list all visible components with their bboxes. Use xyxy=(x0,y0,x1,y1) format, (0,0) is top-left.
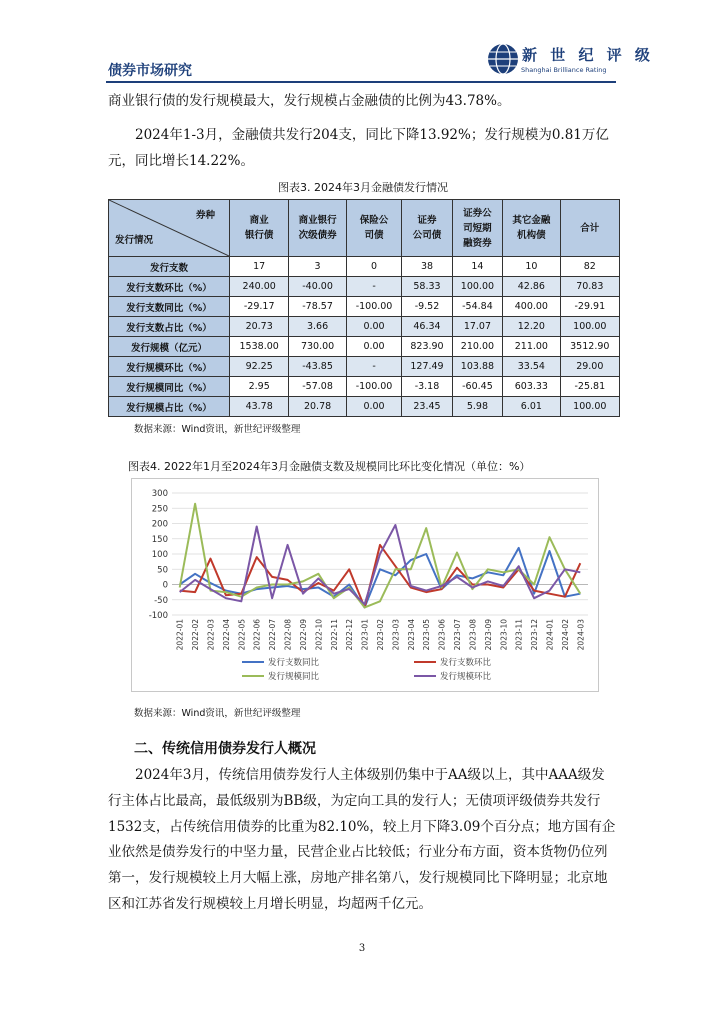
x-tick-label: 2023-09 xyxy=(483,619,493,651)
table-cell: -9.52 xyxy=(402,297,452,317)
column-header: 保险公 司债 xyxy=(346,200,401,257)
table-cell: 92.25 xyxy=(230,357,289,377)
x-tick-label: 2022-09 xyxy=(298,619,308,651)
table-cell: 43.78 xyxy=(230,397,289,417)
table-cell: -40.00 xyxy=(289,277,346,297)
column-header: 证券公 司短期 融资券 xyxy=(452,200,502,257)
table-cell: 100.00 xyxy=(560,317,619,337)
row-label: 发行支数环比（%） xyxy=(109,277,230,297)
x-tick-label: 2022-06 xyxy=(252,619,262,651)
table-cell: - xyxy=(346,277,401,297)
column-header: 商业银行 次级债券 xyxy=(289,200,346,257)
table-cell: 20.78 xyxy=(289,397,346,417)
x-tick-label: 2023-01 xyxy=(360,619,370,651)
table-cell: 23.45 xyxy=(402,397,452,417)
logo-text-cn: 新 世 纪 评 级 xyxy=(522,46,654,64)
header-title: 债券市场研究 xyxy=(108,63,192,79)
table-cell: 211.00 xyxy=(503,337,560,357)
table-row xyxy=(109,297,620,317)
table-cell: 3 xyxy=(289,257,346,277)
section-title: 二、传统信用债券发行人概况 xyxy=(134,741,316,757)
x-tick-label: 2023-10 xyxy=(499,619,509,651)
column-header: 其它金融 机构债 xyxy=(503,200,560,257)
x-tick-label: 2022-01 xyxy=(175,619,185,651)
row-label: 发行支数同比（%） xyxy=(109,297,230,317)
x-tick-label: 2024-03 xyxy=(576,619,586,651)
table-cell: -25.81 xyxy=(560,377,619,397)
row-label: 发行支数占比（%） xyxy=(109,317,230,337)
y-tick-label: 150 xyxy=(151,534,168,545)
table-caption: 图表3. 2024年3月金融债发行情况 xyxy=(278,181,448,194)
table-cell: -29.91 xyxy=(560,297,619,317)
table-source: 数据来源：Wind资讯，新世纪评级整理 xyxy=(134,424,301,435)
table-cell: -57.08 xyxy=(289,377,346,397)
table-cell: 240.00 xyxy=(230,277,289,297)
table-cell: -100.00 xyxy=(346,377,401,397)
y-tick-label: 50 xyxy=(157,565,168,576)
issuance-table xyxy=(108,199,620,417)
table-cell: 3.66 xyxy=(289,317,346,337)
header-divider xyxy=(106,81,616,83)
row-label: 发行规模环比（%） xyxy=(109,357,230,377)
paragraph-1: 商业银行债的发行规模最大，发行规模占金融债的比例为43.78%。 xyxy=(108,93,511,109)
table-row xyxy=(109,337,620,357)
x-tick-label: 2023-05 xyxy=(422,619,432,651)
paragraph-2: 2024年1-3月，金融债共发行204支，同比下降13.92%；发行规模为0.81万亿元，同比增长14.22%。 xyxy=(108,127,609,169)
table-cell: 20.73 xyxy=(230,317,289,337)
x-tick-label: 2022-03 xyxy=(206,619,216,651)
table-row xyxy=(109,277,620,297)
table-cell: 5.98 xyxy=(452,397,502,417)
table-cell: -3.18 xyxy=(402,377,452,397)
x-tick-label: 2022-05 xyxy=(237,619,247,651)
row-label: 发行支数 xyxy=(109,257,230,277)
x-tick-label: 2023-07 xyxy=(453,619,463,651)
table-cell: -43.85 xyxy=(289,357,346,377)
column-header: 商业 银行债 xyxy=(230,200,289,257)
table-cell: 12.20 xyxy=(503,317,560,337)
x-tick-label: 2024-02 xyxy=(560,619,570,651)
table-row xyxy=(109,257,620,277)
table-cell: 42.86 xyxy=(503,277,560,297)
x-tick-label: 2022-12 xyxy=(345,619,355,651)
y-tick-label: 100 xyxy=(151,550,168,560)
table-cell: -100.00 xyxy=(346,297,401,317)
table-cell: 17.07 xyxy=(452,317,502,337)
x-tick-label: 2023-06 xyxy=(437,619,447,651)
table-cell: 17 xyxy=(230,257,289,277)
table-cell: 6.01 xyxy=(503,397,560,417)
row-label: 发行规模同比（%） xyxy=(109,377,230,397)
corner-bottom-label: 发行情况 xyxy=(115,235,154,246)
legend-label: 发行支数环比 xyxy=(440,658,492,668)
x-tick-label: 2023-02 xyxy=(376,619,385,651)
table-cell: 38 xyxy=(402,257,452,277)
table-cell: 100.00 xyxy=(452,277,502,297)
y-tick-label: 0 xyxy=(162,580,168,591)
chart-container xyxy=(131,478,599,692)
table-cell: 0 xyxy=(346,257,401,277)
table-row xyxy=(109,397,620,417)
table-cell: 0.00 xyxy=(346,317,401,337)
table-cell: 100.00 xyxy=(560,397,619,417)
x-tick-label: 2024-01 xyxy=(545,619,555,651)
column-header: 证券 公司债 xyxy=(402,200,452,257)
table-corner-cell xyxy=(109,200,230,257)
x-tick-label: 2023-03 xyxy=(391,619,401,651)
legend-label: 发行规模同比 xyxy=(268,672,320,682)
row-label: 发行规模占比（%） xyxy=(109,397,230,417)
table-cell: 3512.90 xyxy=(560,337,619,357)
x-tick-label: 2022-10 xyxy=(314,619,324,651)
table-cell: 2.95 xyxy=(230,377,289,397)
table-cell: 0.00 xyxy=(346,397,401,417)
table-cell: 400.00 xyxy=(503,297,560,317)
chart-source: 数据来源：Wind资讯，新世纪评级整理 xyxy=(134,708,301,719)
table-cell: 46.34 xyxy=(402,317,452,337)
table-cell: 127.49 xyxy=(402,357,452,377)
y-tick-label: 200 xyxy=(151,519,168,530)
x-tick-label: 2022-11 xyxy=(329,619,339,651)
table-row xyxy=(109,317,620,337)
corner-top-label: 券种 xyxy=(195,210,215,221)
table-row xyxy=(109,357,620,377)
globe-logo-icon xyxy=(486,42,520,76)
x-tick-label: 2022-04 xyxy=(221,619,231,651)
table-cell: 14 xyxy=(452,257,502,277)
x-tick-label: 2023-11 xyxy=(514,619,524,651)
y-tick-label: -50 xyxy=(154,595,168,606)
table-cell: -29.17 xyxy=(230,297,289,317)
table-cell: 33.54 xyxy=(503,357,560,377)
table-cell: 70.83 xyxy=(560,277,619,297)
line-chart xyxy=(132,479,598,691)
table-row xyxy=(109,377,620,397)
table-cell: 82 xyxy=(560,257,619,277)
x-tick-label: 2022-02 xyxy=(191,619,201,651)
table-cell: -60.45 xyxy=(452,377,502,397)
table-cell: -54.84 xyxy=(452,297,502,317)
table-cell: -78.57 xyxy=(289,297,346,317)
y-tick-label: 250 xyxy=(151,504,168,515)
table-cell: 603.33 xyxy=(503,377,560,397)
table-cell: 1538.00 xyxy=(230,337,289,357)
x-tick-label: 2022-08 xyxy=(283,619,293,651)
row-label: 发行规模（亿元） xyxy=(109,337,230,357)
page-number: 3 xyxy=(358,943,366,954)
table-cell: 29.00 xyxy=(560,357,619,377)
logo-text-en: Shanghai Brilliance Rating xyxy=(521,66,607,74)
x-tick-label: 2023-04 xyxy=(406,619,416,651)
paragraph-3: 2024年3月，传统信用债券发行人主体级别仍集中于AA级以上，其中AAA级发行主体占比最高，最低级别为BB级，为定向工具的发行人；无债项评级债券共发行1532支，占传统信用债券的比重为82.10%，较上月下降3.09个百分点；地方国有企业依然是债券发行的中坚力量，民营企业占比较低；行业分布方面，资本货物仍位列第一，发行规模较上月大幅上涨，房地产排名第八，发行规模同比下降明显；北京地区和江苏省发行规模较上月增长明显，均超两千亿元。 xyxy=(108,767,616,912)
x-tick-label: 2022-07 xyxy=(268,619,278,651)
table-cell: 823.90 xyxy=(402,337,452,357)
table-cell: 10 xyxy=(503,257,560,277)
x-tick-label: 2023-12 xyxy=(530,619,540,651)
x-tick-label: 2023-08 xyxy=(468,619,478,651)
table-cell: 58.33 xyxy=(402,277,452,297)
table-cell: 730.00 xyxy=(289,337,346,357)
legend-label: 发行支数同比 xyxy=(268,658,320,668)
table-cell: 210.00 xyxy=(452,337,502,357)
table-cell: 103.88 xyxy=(452,357,502,377)
table-cell: 0.00 xyxy=(346,337,401,357)
y-tick-label: -100 xyxy=(148,611,168,621)
legend-label: 发行规模环比 xyxy=(440,672,492,682)
column-header: 合计 xyxy=(560,200,619,257)
y-tick-label: 300 xyxy=(151,489,168,499)
chart-caption: 图表4. 2022年1月至2024年3月金融债支数及规模同比环比变化情况（单位：%） xyxy=(128,460,531,473)
table-cell: - xyxy=(346,357,401,377)
